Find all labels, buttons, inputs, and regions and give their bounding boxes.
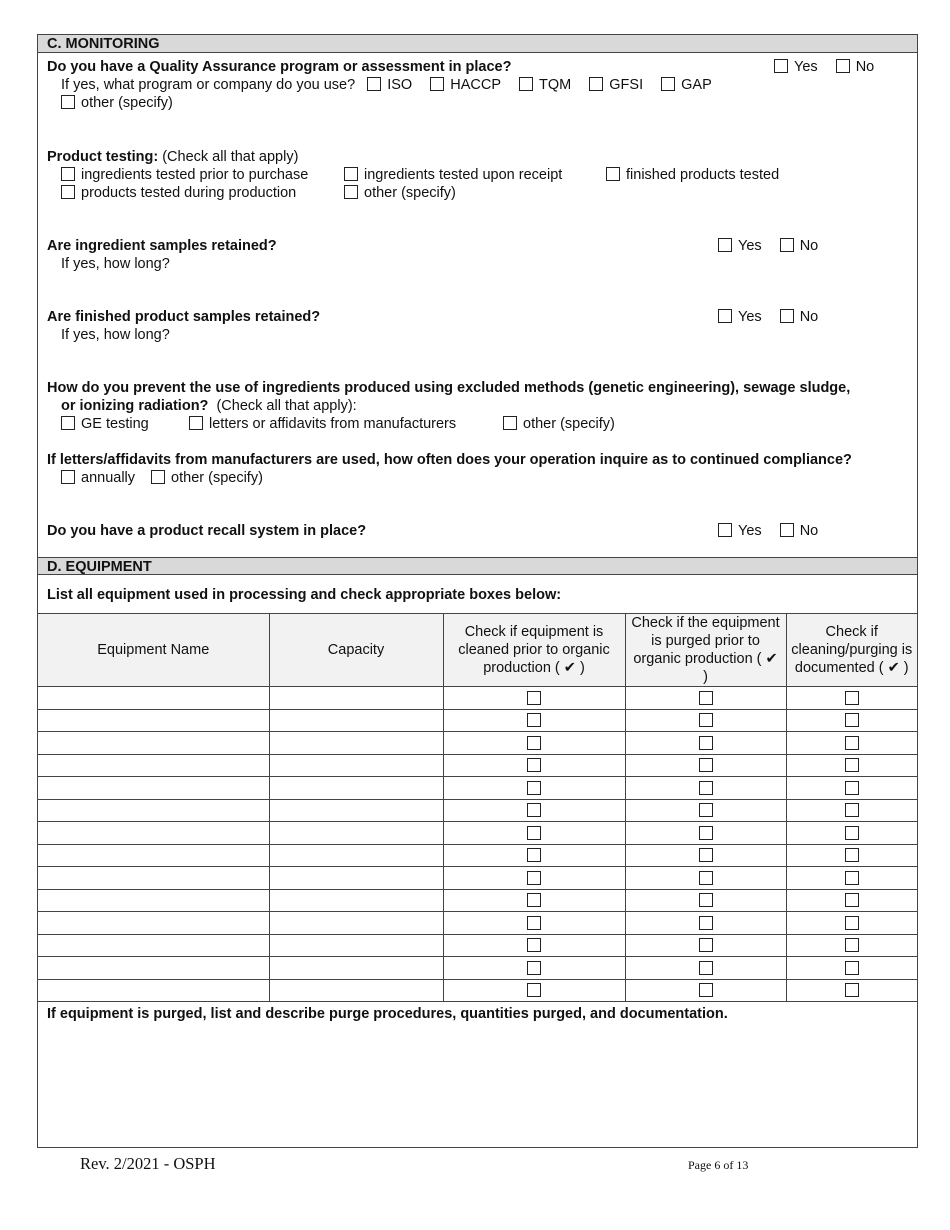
gfsi-checkbox[interactable] bbox=[589, 77, 603, 91]
equipment-row bbox=[38, 912, 917, 935]
purged-cell bbox=[625, 867, 786, 890]
capacity-cell[interactable] bbox=[269, 732, 443, 755]
documented-checkbox[interactable] bbox=[845, 916, 859, 930]
tqm-checkbox[interactable] bbox=[519, 77, 533, 91]
equipment-name-cell[interactable] bbox=[38, 844, 269, 867]
purged-cell bbox=[625, 979, 786, 1002]
equipment-name-cell[interactable] bbox=[38, 867, 269, 890]
capacity-cell[interactable] bbox=[269, 687, 443, 710]
qa-yes-label: Yes bbox=[794, 59, 818, 75]
equipment-name-cell[interactable] bbox=[38, 732, 269, 755]
documented-cell bbox=[786, 754, 917, 777]
purged-cell bbox=[625, 822, 786, 845]
purged-cell bbox=[625, 844, 786, 867]
documented-cell bbox=[786, 844, 917, 867]
documented-cell bbox=[786, 979, 917, 1002]
cleaned-checkbox[interactable] bbox=[527, 871, 541, 885]
annually-label: annually bbox=[81, 470, 136, 486]
equipment-row bbox=[38, 867, 917, 890]
qa-other-label: other (specify) bbox=[81, 95, 173, 111]
excluded-question-line2: or ionizing radiation? bbox=[61, 398, 209, 414]
capacity-cell[interactable] bbox=[269, 979, 443, 1002]
documented-checkbox[interactable] bbox=[845, 961, 859, 975]
purged-cell bbox=[625, 934, 786, 957]
equipment-name-cell[interactable] bbox=[38, 754, 269, 777]
tested-upon-receipt-checkbox[interactable] bbox=[344, 167, 358, 181]
purged-checkbox[interactable] bbox=[699, 691, 713, 705]
cleaned-checkbox[interactable] bbox=[527, 961, 541, 975]
purge-description-area[interactable] bbox=[38, 1025, 917, 1147]
purged-cell bbox=[625, 732, 786, 755]
purged-cell bbox=[625, 777, 786, 800]
excluded-hint: (Check all that apply): bbox=[216, 398, 357, 414]
cleaned-cell bbox=[443, 687, 625, 710]
purged-checkbox[interactable] bbox=[699, 983, 713, 997]
purged-checkbox[interactable] bbox=[699, 848, 713, 862]
capacity-cell[interactable] bbox=[269, 867, 443, 890]
equipment-row bbox=[38, 979, 917, 1002]
equipment-table bbox=[38, 613, 917, 1002]
equipment-header-row bbox=[38, 614, 917, 687]
purged-cell bbox=[625, 957, 786, 980]
documented-checkbox[interactable] bbox=[845, 736, 859, 750]
letters-affidavits-checkbox[interactable] bbox=[189, 416, 203, 430]
equipment-name-cell[interactable] bbox=[38, 957, 269, 980]
purged-checkbox[interactable] bbox=[699, 736, 713, 750]
finished-samples-question: Are finished product samples retained? bbox=[47, 309, 321, 325]
documented-cell bbox=[786, 912, 917, 935]
equipment-name-cell[interactable] bbox=[38, 709, 269, 732]
equipment-name-cell[interactable] bbox=[38, 889, 269, 912]
equipment-row bbox=[38, 844, 917, 867]
cleaned-checkbox[interactable] bbox=[527, 893, 541, 907]
gap-checkbox[interactable] bbox=[661, 77, 675, 91]
cleaned-cell bbox=[443, 957, 625, 980]
capacity-cell[interactable] bbox=[269, 957, 443, 980]
qa-yes-no bbox=[774, 58, 888, 76]
haccp-checkbox[interactable] bbox=[430, 77, 444, 91]
cleaned-checkbox[interactable] bbox=[527, 713, 541, 727]
purged-checkbox[interactable] bbox=[699, 758, 713, 772]
excluded-other-label: other (specify) bbox=[523, 416, 615, 432]
purged-checkbox[interactable] bbox=[699, 893, 713, 907]
letters-other-checkbox[interactable] bbox=[151, 470, 165, 484]
recall-question: Do you have a product recall system in place? bbox=[47, 523, 367, 539]
documented-checkbox[interactable] bbox=[845, 803, 859, 817]
testing-hint: (Check all that apply) bbox=[162, 149, 299, 165]
cleaned-checkbox[interactable] bbox=[527, 938, 541, 952]
capacity-cell[interactable] bbox=[269, 799, 443, 822]
purged-cell bbox=[625, 889, 786, 912]
ingredient-samples-yes-checkbox[interactable] bbox=[718, 238, 732, 252]
gap-label: GAP bbox=[681, 77, 712, 93]
equipment-row bbox=[38, 934, 917, 957]
testing-other-checkbox[interactable] bbox=[344, 185, 358, 199]
capacity-cell[interactable] bbox=[269, 777, 443, 800]
purged-cell bbox=[625, 709, 786, 732]
documented-cell bbox=[786, 867, 917, 890]
documented-checkbox[interactable] bbox=[845, 826, 859, 840]
ingredient-samples-followup: If yes, how long? bbox=[61, 256, 170, 272]
recall-yes-label: Yes bbox=[738, 523, 762, 539]
documented-checkbox[interactable] bbox=[845, 848, 859, 862]
capacity-cell[interactable] bbox=[269, 889, 443, 912]
section-c-header: C. MONITORING bbox=[38, 35, 917, 53]
excluded-question-line2-row bbox=[61, 397, 357, 415]
cleaned-cell bbox=[443, 934, 625, 957]
recall-no-label: No bbox=[799, 523, 819, 539]
equipment-name-cell[interactable] bbox=[38, 687, 269, 710]
equipment-name-cell[interactable] bbox=[38, 799, 269, 822]
cleaned-cell bbox=[443, 732, 625, 755]
purged-cell bbox=[625, 687, 786, 710]
ingredient-samples-question: Are ingredient samples retained? bbox=[47, 238, 277, 254]
documented-cell bbox=[786, 687, 917, 710]
finished-tested-label: finished products tested bbox=[626, 167, 780, 183]
equipment-name-cell[interactable] bbox=[38, 979, 269, 1002]
ge-testing-checkbox[interactable] bbox=[61, 416, 75, 430]
tested-prior-purchase-checkbox[interactable] bbox=[61, 167, 75, 181]
cleaned-checkbox[interactable] bbox=[527, 848, 541, 862]
qa-followup: If yes, what program or company do you use? bbox=[61, 77, 356, 93]
iso-checkbox[interactable] bbox=[367, 77, 381, 91]
finished-tested-checkbox[interactable] bbox=[606, 167, 620, 181]
col-documented: Check if cleaning/purging is documented ( ✔ ) bbox=[786, 614, 917, 687]
cleaned-cell bbox=[443, 822, 625, 845]
purged-cell bbox=[625, 912, 786, 935]
cleaned-checkbox[interactable] bbox=[527, 691, 541, 705]
ge-testing-label: GE testing bbox=[81, 416, 149, 432]
documented-checkbox[interactable] bbox=[845, 758, 859, 772]
letters-question: If letters/affidavits from manufacturers are used, how often does your operation inquire as to continued compliance? bbox=[47, 452, 852, 468]
qa-programs bbox=[61, 76, 726, 94]
equipment-row bbox=[38, 732, 917, 755]
qa-question: Do you have a Quality Assurance program or assessment in place? bbox=[47, 59, 512, 75]
excluded-other-checkbox[interactable] bbox=[503, 416, 517, 430]
purged-cell bbox=[625, 754, 786, 777]
capacity-cell[interactable] bbox=[269, 822, 443, 845]
purge-question: If equipment is purged, list and describe purge procedures, quantities purged, and documentation. bbox=[47, 1006, 728, 1022]
documented-checkbox[interactable] bbox=[845, 691, 859, 705]
qa-yes-checkbox[interactable] bbox=[774, 59, 788, 73]
col-purged: Check if the equipment is purged prior to organic production ( ✔ ) bbox=[625, 614, 786, 687]
capacity-cell[interactable] bbox=[269, 754, 443, 777]
col-capacity: Capacity bbox=[269, 614, 443, 687]
documented-checkbox[interactable] bbox=[845, 713, 859, 727]
documented-checkbox[interactable] bbox=[845, 781, 859, 795]
equipment-row bbox=[38, 709, 917, 732]
purged-checkbox[interactable] bbox=[699, 781, 713, 795]
section-d-header: D. EQUIPMENT bbox=[38, 557, 917, 575]
footer-page-number: Page 6 of 13 bbox=[688, 1158, 749, 1172]
capacity-cell[interactable] bbox=[269, 844, 443, 867]
tqm-label: TQM bbox=[539, 77, 572, 93]
purged-checkbox[interactable] bbox=[699, 803, 713, 817]
cleaned-cell bbox=[443, 844, 625, 867]
testing-heading bbox=[47, 148, 298, 166]
documented-cell bbox=[786, 957, 917, 980]
documented-cell bbox=[786, 822, 917, 845]
testing-other-label: other (specify) bbox=[364, 185, 456, 201]
iso-label: ISO bbox=[387, 77, 413, 93]
qa-other-checkbox[interactable] bbox=[61, 95, 75, 109]
documented-checkbox[interactable] bbox=[845, 938, 859, 952]
letters-affidavits-label: letters or affidavits from manufacturers bbox=[209, 416, 457, 432]
testing-label: Product testing: bbox=[47, 149, 159, 165]
capacity-cell[interactable] bbox=[269, 934, 443, 957]
cleaned-cell bbox=[443, 912, 625, 935]
cleaned-cell bbox=[443, 777, 625, 800]
documented-cell bbox=[786, 709, 917, 732]
cleaned-checkbox[interactable] bbox=[527, 983, 541, 997]
footer-revision: Rev. 2/2021 - OSPH bbox=[80, 1154, 216, 1173]
cleaned-cell bbox=[443, 979, 625, 1002]
finished-samples-yes-checkbox[interactable] bbox=[718, 309, 732, 323]
haccp-label: HACCP bbox=[450, 77, 501, 93]
cleaned-checkbox[interactable] bbox=[527, 916, 541, 930]
capacity-cell[interactable] bbox=[269, 709, 443, 732]
finished-samples-no-checkbox[interactable] bbox=[780, 309, 794, 323]
purged-checkbox[interactable] bbox=[699, 713, 713, 727]
form-frame bbox=[37, 34, 918, 1148]
documented-checkbox[interactable] bbox=[845, 983, 859, 997]
documented-checkbox[interactable] bbox=[845, 893, 859, 907]
finished-samples-followup: If yes, how long? bbox=[61, 327, 170, 343]
tested-during-production-label: products tested during production bbox=[81, 185, 297, 201]
equipment-row bbox=[38, 799, 917, 822]
purged-checkbox[interactable] bbox=[699, 938, 713, 952]
equipment-row bbox=[38, 957, 917, 980]
cleaned-checkbox[interactable] bbox=[527, 758, 541, 772]
cleaned-cell bbox=[443, 889, 625, 912]
documented-cell bbox=[786, 732, 917, 755]
documented-checkbox[interactable] bbox=[845, 871, 859, 885]
documented-cell bbox=[786, 799, 917, 822]
letters-other-label: other (specify) bbox=[171, 470, 263, 486]
cleaned-cell bbox=[443, 867, 625, 890]
ingredient-samples-no-label: No bbox=[799, 238, 819, 254]
equipment-row bbox=[38, 822, 917, 845]
cleaned-checkbox[interactable] bbox=[527, 803, 541, 817]
equipment-row bbox=[38, 687, 917, 710]
col-equipment-name: Equipment Name bbox=[38, 614, 269, 687]
equipment-name-cell[interactable] bbox=[38, 822, 269, 845]
equipment-name-cell[interactable] bbox=[38, 934, 269, 957]
qa-no-checkbox[interactable] bbox=[836, 59, 850, 73]
recall-no-checkbox[interactable] bbox=[780, 523, 794, 537]
cleaned-checkbox[interactable] bbox=[527, 781, 541, 795]
finished-samples-no-label: No bbox=[799, 309, 819, 325]
purged-checkbox[interactable] bbox=[699, 826, 713, 840]
cleaned-cell bbox=[443, 709, 625, 732]
equipment-instruction: List all equipment used in processing and check appropriate boxes below: bbox=[47, 587, 562, 603]
purged-checkbox[interactable] bbox=[699, 871, 713, 885]
equipment-row bbox=[38, 754, 917, 777]
cleaned-cell bbox=[443, 754, 625, 777]
recall-yes-checkbox[interactable] bbox=[718, 523, 732, 537]
tested-prior-purchase-label: ingredients tested prior to purchase bbox=[81, 167, 309, 183]
gfsi-label: GFSI bbox=[609, 77, 644, 93]
cleaned-checkbox[interactable] bbox=[527, 736, 541, 750]
qa-no-label: No bbox=[855, 59, 875, 75]
purged-checkbox[interactable] bbox=[699, 916, 713, 930]
documented-cell bbox=[786, 934, 917, 957]
capacity-cell[interactable] bbox=[269, 912, 443, 935]
equipment-name-cell[interactable] bbox=[38, 777, 269, 800]
cleaned-cell bbox=[443, 799, 625, 822]
ingredient-samples-yes-label: Yes bbox=[738, 238, 762, 254]
purged-cell bbox=[625, 799, 786, 822]
tested-upon-receipt-label: ingredients tested upon receipt bbox=[364, 167, 563, 183]
documented-cell bbox=[786, 889, 917, 912]
documented-cell bbox=[786, 777, 917, 800]
purged-checkbox[interactable] bbox=[699, 961, 713, 975]
tested-during-production-checkbox[interactable] bbox=[61, 185, 75, 199]
cleaned-checkbox[interactable] bbox=[527, 826, 541, 840]
finished-samples-yes-label: Yes bbox=[738, 309, 762, 325]
annually-checkbox[interactable] bbox=[61, 470, 75, 484]
equipment-row bbox=[38, 777, 917, 800]
equipment-name-cell[interactable] bbox=[38, 912, 269, 935]
excluded-question-line1: How do you prevent the use of ingredients produced using excluded methods (genetic engineering), sewage sludge, bbox=[47, 380, 851, 396]
col-cleaned: Check if equipment is cleaned prior to organic production ( ✔ ) bbox=[443, 614, 625, 687]
ingredient-samples-no-checkbox[interactable] bbox=[780, 238, 794, 252]
equipment-row bbox=[38, 889, 917, 912]
